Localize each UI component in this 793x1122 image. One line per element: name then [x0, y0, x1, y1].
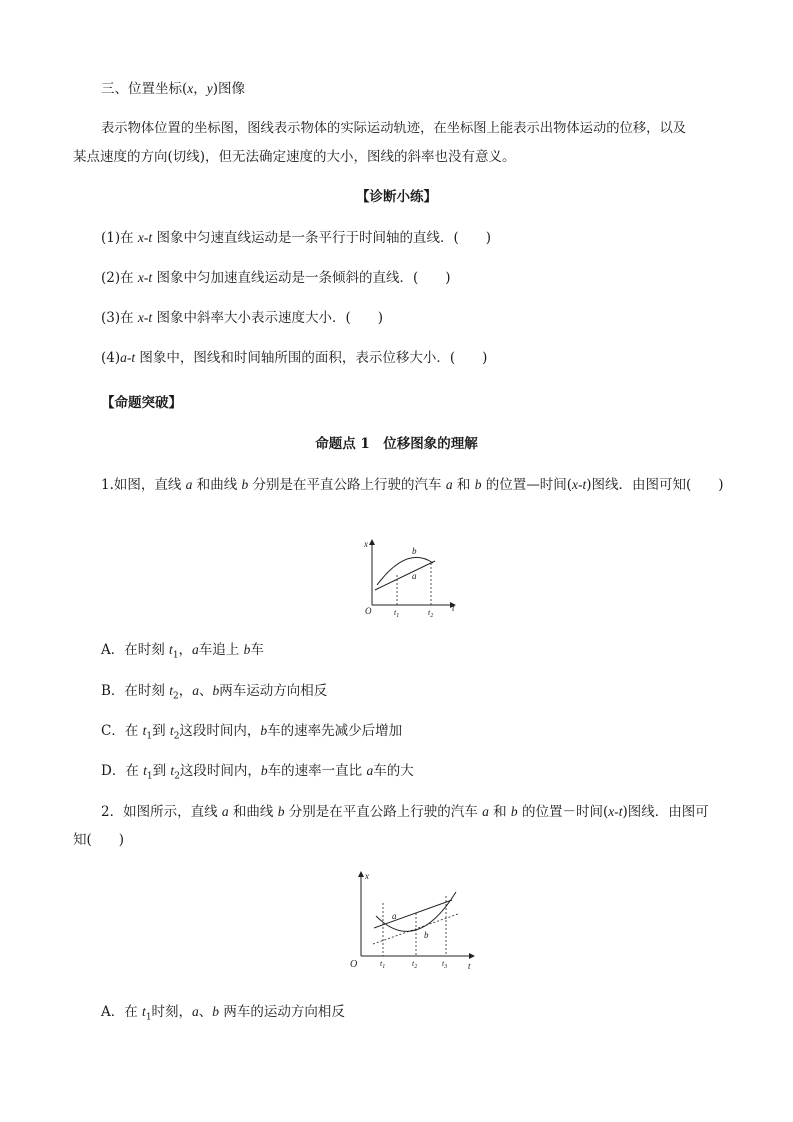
y-axis-label: x — [364, 539, 368, 549]
breakthrough-title: 【命题突破】 — [101, 395, 182, 411]
q1-option-d: D．在 $t_1$到 $t_2$这段时间内，b车的速率一直比 a车的大 — [101, 763, 414, 782]
question-1-stem: 1.如图，直线 a 和曲线 b 分别是在平直公路上行驶的汽车 a 和 b 的位置—时间(x-t)图线．由图可知( ) — [101, 477, 724, 493]
t2-label: $t_2$ — [428, 608, 434, 619]
curve-b — [377, 557, 433, 585]
origin-label: O — [365, 606, 372, 616]
t1-label: $t_1$ — [380, 959, 386, 970]
q2-option-a: A．在 $t_1$时刻，a、b 两车的运动方向相反 — [101, 1004, 345, 1023]
x-axis-label: t — [468, 961, 471, 971]
diagnosis-item-2: (2)在 x-t 图象中匀加速直线运动是一条倾斜的直线．( ) — [101, 270, 451, 286]
y-axis-label: x — [365, 871, 369, 881]
question-2-stem-line-2: 知( ) — [73, 832, 125, 848]
proposition-point-title: 命题点 1 位移图象的理解 — [315, 436, 478, 452]
label-a: a — [392, 911, 397, 921]
question-2-figure — [340, 868, 480, 976]
t2-label: $t_2$ — [412, 959, 418, 970]
t1-label: $t_1$ — [394, 608, 400, 619]
question-2-stem: 2．如图所示，直线 a 和曲线 b 分别是在平直公路上行驶的汽车 a 和 b 的位置－时间(x-t)图线．由图可 — [101, 804, 709, 820]
diagnosis-item-3: (3)在 x-t 图象中斜率大小表示速度大小．( ) — [101, 310, 383, 326]
origin-label: O — [350, 959, 358, 970]
q1-option-c: C．在 $t_1$到 $t_2$这段时间内，b车的速率先减少后增加 — [101, 723, 403, 742]
q1-option-a: A．在时刻 $t_1$，a车追上 b车 — [101, 642, 264, 661]
section-heading: 三、位置坐标(x，y)图像 — [101, 81, 246, 97]
diagnosis-item-1: (1)在 x-t 图象中匀速直线运动是一条平行于时间轴的直线．( ) — [101, 230, 491, 246]
label-a: a — [412, 571, 417, 581]
x-axis-label: t — [452, 603, 455, 613]
q1-option-b: B．在时刻 $t_2$，a、b两车运动方向相反 — [101, 683, 328, 702]
dashed-tangent-line — [373, 914, 458, 944]
question-1-figure — [355, 535, 465, 620]
diagnosis-title: 【诊断小练】 — [356, 189, 437, 205]
t3-label: $t_3$ — [442, 959, 448, 970]
label-b: b — [412, 546, 417, 556]
paragraph-line-2: 某点速度的方向(切线)，但无法确定速度的大小，图线的斜率也没有意义。 — [73, 149, 516, 165]
paragraph-line-1: 表示物体位置的坐标图，图线表示物体的实际运动轨迹，在坐标图上能表示出物体运动的位移，以及 — [101, 121, 687, 136]
diagnosis-item-4: (4)a-t 图象中，图线和时间轴所围的面积，表示位移大小．( ) — [101, 350, 488, 366]
line-a — [375, 561, 435, 590]
label-b: b — [424, 930, 429, 940]
